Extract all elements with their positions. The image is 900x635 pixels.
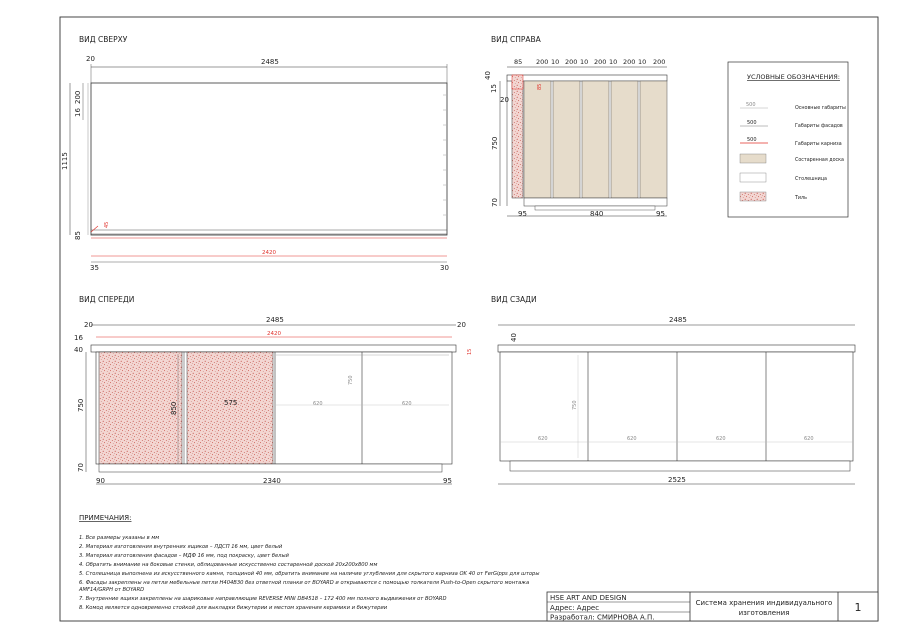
back-dim-750: 750: [572, 400, 578, 410]
back-dim-width: 2485: [669, 316, 687, 324]
plank-4: [611, 81, 638, 198]
legend-label-4: Состаренная доска: [795, 158, 844, 163]
back-view: [491, 295, 855, 484]
legend-sample-1: 500: [746, 102, 756, 108]
legend-label-1: Основные габариты: [795, 106, 846, 111]
legend-title: УСЛОВНЫЕ ОБОЗНАЧЕНИЯ:: [747, 73, 840, 81]
front-dim-95: 95: [443, 477, 452, 485]
front-dim-620-a: 620: [313, 401, 323, 407]
right-top-dim-4: 200: [565, 58, 578, 66]
note-6: 6. Фасады закреплены на петли мебельные петли H404B30 без ответной планки от BOYARD и открываются с помощью толкателя Push-to-Open скрытого монтажа: [79, 580, 530, 586]
right-top-dim-2: 200: [536, 58, 549, 66]
note-6b: AMF14/GRPH от BOYARD: [79, 587, 145, 593]
note-8: 8. Комод является одновременно стойкой для выкладки бижутерии и местом хранения керамики и бижутерии: [79, 605, 388, 611]
right-top-dim-6: 200: [594, 58, 607, 66]
right-dim-750: 750: [491, 136, 499, 150]
legend-label-3: Габариты карниза: [795, 142, 842, 147]
note-7: 7. Внутренние ящики закреплены на шариковые направляющие REVERSE MINI DB4518 – 172 400 мм полного выдвижения от BOYARD: [79, 596, 447, 602]
top-dim-16: 16: [74, 108, 82, 117]
right-view-title: ВИД СПРАВА: [491, 35, 541, 44]
back-view-title: ВИД СЗАДИ: [491, 295, 537, 304]
legend-swatch-tile: [740, 192, 766, 201]
plank-5: [640, 81, 667, 198]
front-tile-panel-2: [187, 352, 273, 464]
right-top-dim-3: 10: [551, 58, 560, 66]
right-view: [484, 35, 667, 218]
stamp-title-1: Система хранения индивидуального: [695, 599, 833, 607]
right-dim-b95-right: 95: [656, 210, 665, 218]
back-dim-620-2: 620: [627, 436, 637, 442]
front-dim-16: 16: [74, 334, 83, 342]
legend-label-5: Столешница: [795, 177, 827, 182]
note-2: 2. Материал изготовления внутренних ящиков – ЛДСП 16 мм, цвет белый: [79, 544, 283, 550]
top-view: [61, 35, 449, 272]
right-top-dim-10: 200: [653, 58, 666, 66]
stamp-title-2: изготовления: [738, 609, 790, 617]
front-dim-inner: 2420: [267, 331, 281, 337]
top-dim-left: 20: [86, 55, 95, 63]
note-3: 3. Материал изготовления фасадов – МДФ 16 мм, под покраску, цвет белый: [79, 553, 289, 559]
plank-1: [524, 81, 551, 198]
front-dim-20-right: 20: [457, 321, 466, 329]
plank-2: [553, 81, 580, 198]
front-view-title: ВИД СПЕРЕДИ: [79, 295, 135, 304]
front-dim-15: 15: [467, 348, 473, 355]
top-view-title: ВИД СВЕРХУ: [79, 35, 128, 44]
front-view: [74, 295, 473, 485]
front-dim-750: 750: [77, 398, 85, 412]
back-dim-620-4: 620: [804, 436, 814, 442]
front-dim-750-center: 750: [348, 375, 354, 385]
stamp-company: HSE ART AND DESIGN: [550, 594, 627, 602]
right-view-tile: [512, 81, 523, 198]
plank-3: [582, 81, 609, 198]
legend-sample-2: 500: [747, 120, 757, 126]
front-dim-850: 850: [170, 401, 178, 415]
legend-label-6: Тиль: [795, 196, 807, 201]
note-5: 5. Столешница выполнена из искусственного камня, толщиной 40 мм, обратить внимание на наличие углубления для скрытого карниза OK 40 от FerGipps для шторы: [79, 571, 540, 577]
front-dim-20-left: 20: [84, 321, 93, 329]
legend-label-2: Габариты фасадов: [795, 124, 843, 129]
front-dim-575: 575: [224, 399, 238, 407]
right-dim-840: 840: [590, 210, 604, 218]
front-dim-2340: 2340: [263, 477, 281, 485]
right-view-planks: [524, 81, 667, 198]
top-dim-inner: 2420: [262, 250, 276, 256]
stamp-author: Разработал: СМИРНОВА А.П.: [550, 613, 655, 622]
note-1: 1. Все размеры указаны в мм: [79, 535, 160, 541]
front-tabletop: [91, 345, 456, 352]
right-dim-70: 70: [491, 198, 499, 207]
back-dim-bottom: 2525: [668, 476, 686, 484]
right-dim-b95-left: 95: [518, 210, 527, 218]
back-tabletop: [498, 345, 855, 352]
front-dim-40: 40: [74, 346, 83, 354]
stamp-sheet-number: 1: [854, 601, 862, 614]
top-dim-height: 1115: [61, 152, 69, 170]
top-dim-30: 30: [440, 264, 449, 272]
legend: [728, 62, 848, 217]
top-dim-35: 35: [90, 264, 99, 272]
right-dim-85-red: 85: [537, 83, 543, 90]
right-top-dim-5: 10: [580, 58, 589, 66]
right-dim-15: 15: [490, 84, 498, 93]
right-top-dim-7: 10: [609, 58, 618, 66]
back-body: [500, 352, 853, 461]
right-dim-40: 40: [484, 71, 492, 80]
back-dim-620-3: 620: [716, 436, 726, 442]
top-dim-45: 45: [104, 221, 110, 228]
notes-title: ПРИМЕЧАНИЯ:: [79, 514, 132, 522]
right-top-dims: [514, 58, 665, 66]
note-4: 4. Обратить внимание на боковые стенки, облицованные искусственно состаренной доской 20х200х800 мм: [79, 562, 378, 568]
front-dim-width: 2485: [266, 316, 284, 324]
right-top-dim-8: 200: [623, 58, 636, 66]
top-view-outline: [91, 83, 447, 235]
right-top-dim-1: 85: [514, 58, 523, 66]
top-dim-85: 85: [74, 231, 82, 240]
front-dim-90: 90: [96, 477, 105, 485]
title-block: [547, 592, 878, 622]
top-dim-200: 200: [74, 90, 82, 104]
notes: [78, 514, 539, 611]
right-top-dim-9: 10: [638, 58, 647, 66]
back-dim-40: 40: [510, 333, 518, 342]
back-dim-620-1: 620: [538, 436, 548, 442]
stamp-address: Адрес: Адрес: [550, 604, 600, 612]
front-dim-620-b: 620: [402, 401, 412, 407]
top-dim-width: 2485: [261, 58, 279, 66]
right-dim-20: 20: [500, 96, 509, 104]
legend-swatch-top: [740, 173, 766, 182]
legend-sample-3: 500: [747, 137, 757, 143]
front-dim-70: 70: [77, 463, 85, 472]
legend-swatch-wood: [740, 154, 766, 163]
